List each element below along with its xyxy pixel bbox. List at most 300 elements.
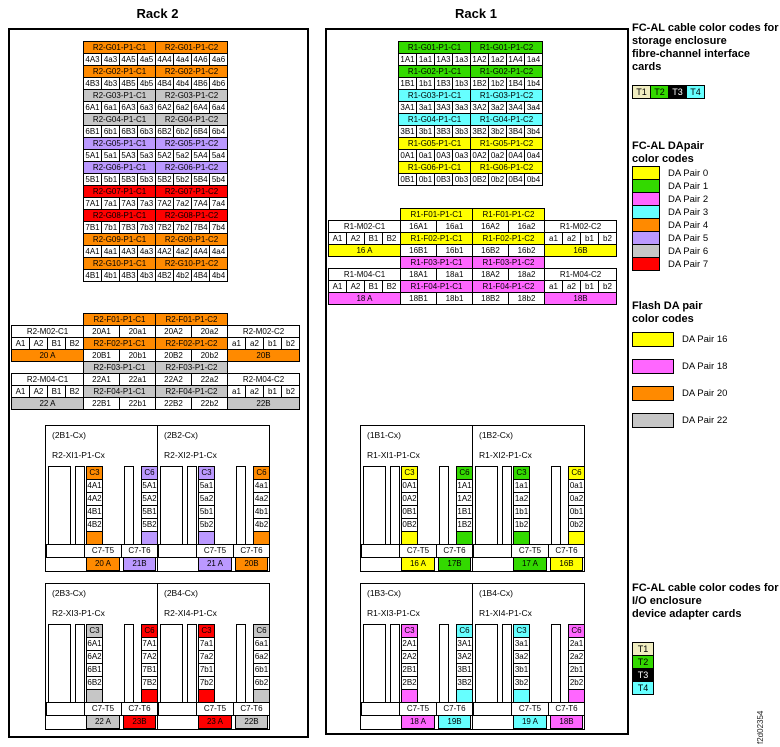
port-cell: 6a2 xyxy=(253,650,270,664)
port-cell: 4a1 xyxy=(101,245,120,258)
io-enclosure-block xyxy=(472,583,585,730)
port-cell: 6b2 xyxy=(173,125,192,138)
port-cell: 1A1 xyxy=(456,479,473,493)
port-cell: 4A3 xyxy=(119,245,138,258)
mainframe-card-label: R2-M02-C1 xyxy=(11,325,84,338)
empty-slot xyxy=(502,624,512,703)
group-header: R1-G03-P1-C1 xyxy=(398,89,471,102)
port-cell: B1 xyxy=(47,385,66,398)
color-swatch xyxy=(632,244,660,258)
port-cell: 5A1 xyxy=(141,479,158,493)
mainframe-card-label: R1-M02-C2 xyxy=(544,220,617,233)
port-cell: a1 xyxy=(227,337,246,350)
flash-items xyxy=(632,332,727,428)
footer-empty xyxy=(361,702,400,716)
t5-label: C7-T5 xyxy=(84,702,122,716)
group-header: R2-G04-P1-C1 xyxy=(83,113,156,126)
legend-label: DA Pair 1 xyxy=(668,180,709,192)
c3-header: C3 xyxy=(86,624,103,638)
port-cell: 4a6 xyxy=(209,53,228,66)
group-header: R1-G03-P1-C2 xyxy=(470,89,543,102)
adapter-name: R2-XI3-P1-Cx xyxy=(52,608,105,618)
io-enclosure-block xyxy=(472,425,585,572)
legend-item xyxy=(632,218,708,232)
port-cell: 5B1 xyxy=(83,173,102,186)
port-cell: 0A1 xyxy=(401,479,418,493)
color-swatch xyxy=(632,166,660,180)
empty-slot xyxy=(390,466,400,545)
group-header: R1-G05-P1-C1 xyxy=(398,137,471,150)
port-cell: A1 xyxy=(11,337,30,350)
port-cell: 3A1 xyxy=(398,101,417,114)
f-header: R2-F01-P1-C1 xyxy=(83,313,156,326)
f-header: R1-F04-P1-C2 xyxy=(472,280,545,293)
empty-slot xyxy=(439,466,449,545)
empty-slot xyxy=(75,624,85,703)
legend-item xyxy=(632,332,727,347)
port-cell: a1 xyxy=(544,280,563,293)
legend-title-line: FC-AL cable color codes for xyxy=(632,22,779,34)
adapter-name: R1-XI2-P1-Cx xyxy=(479,450,532,460)
port-cell: 3b1 xyxy=(416,125,435,138)
t6-label: C7-T6 xyxy=(121,544,158,558)
port-cell: 18a2 xyxy=(508,268,545,281)
port-cell: 6A2 xyxy=(155,101,174,114)
port-cell: 5B1 xyxy=(141,505,158,519)
port-cell: B1 xyxy=(364,280,383,293)
port-cell: 7b3 xyxy=(137,221,156,234)
port-cell: 4b5 xyxy=(137,77,156,90)
t6-da-pair: 20B xyxy=(235,557,268,571)
port-cell: 5b2 xyxy=(173,173,192,186)
legend-item xyxy=(632,257,708,271)
port-cell: 5B2 xyxy=(141,518,158,532)
legend-panel xyxy=(632,22,780,724)
legend-item xyxy=(632,231,708,245)
port-cell: b2 xyxy=(598,280,617,293)
port-cell: 5a1 xyxy=(198,479,215,493)
port-cell: 0b1 xyxy=(416,173,435,186)
port-cell: 20B1 xyxy=(83,349,120,362)
port-cell: 0B3 xyxy=(434,173,453,186)
port-cell: 6A4 xyxy=(191,101,210,114)
port-cell: 0A2 xyxy=(401,492,418,506)
port-cell: 5A3 xyxy=(119,149,138,162)
port-cell: 0a1 xyxy=(568,479,585,493)
legend-item xyxy=(632,359,727,374)
enclosure-tag: (2B1-Cx) xyxy=(52,430,87,440)
io-t-codes xyxy=(632,642,654,695)
port-cell: 5a1 xyxy=(101,149,120,162)
adapter-name: R2-XI4-P1-Cx xyxy=(164,608,217,618)
t-code-swatch: T2 xyxy=(650,85,669,99)
mainframe-card-label: R2-M02-C2 xyxy=(227,325,300,338)
f-header: R2-F02-P1-C2 xyxy=(155,337,228,350)
port-cell: 4b1 xyxy=(253,505,270,519)
empty-slot xyxy=(475,624,498,703)
empty-slot xyxy=(124,624,134,703)
port-cell: 4a2 xyxy=(253,492,270,506)
group-header: R2-G09-P1-C2 xyxy=(155,233,228,246)
port-cell: 0a2 xyxy=(488,149,507,162)
group-header: R1-G02-P1-C1 xyxy=(398,65,471,78)
port-cell: 5b4 xyxy=(209,173,228,186)
flash-mainframe-block xyxy=(328,208,617,305)
footer-empty xyxy=(473,702,512,716)
t6-label: C7-T6 xyxy=(548,702,585,716)
da-pair-label: 20 A xyxy=(11,349,84,362)
port-cell: 20a2 xyxy=(191,325,228,338)
port-cell: 0B2 xyxy=(470,173,489,186)
port-cell: A1 xyxy=(11,385,30,398)
port-cell: 5b2 xyxy=(198,518,215,532)
port-cell: B2 xyxy=(382,232,401,245)
port-cell: 3b2 xyxy=(513,676,530,690)
t5-label: C7-T5 xyxy=(399,544,437,558)
da-pair-label: 16B xyxy=(544,244,617,257)
port-cell: b1 xyxy=(580,232,599,245)
color-swatch xyxy=(632,359,674,374)
port-cell: 0b2 xyxy=(488,173,507,186)
empty-slot xyxy=(551,624,561,703)
port-cell: 5a2 xyxy=(173,149,192,162)
port-cell: 4A2 xyxy=(155,245,174,258)
port-cell: 3A1 xyxy=(456,637,473,651)
port-cell: B2 xyxy=(65,385,84,398)
t5-label: C7-T5 xyxy=(84,544,122,558)
t-code-swatch: T4 xyxy=(686,85,705,99)
empty-slot xyxy=(187,624,197,703)
port-cell: 1b2 xyxy=(513,518,530,532)
port-cell: 1B2 xyxy=(456,518,473,532)
port-cell: 1B1 xyxy=(398,77,417,90)
da-pair-label: 22 A xyxy=(11,397,84,410)
group-port-row xyxy=(398,173,543,186)
port-cell: 7B2 xyxy=(141,676,158,690)
port-cell: 2B1 xyxy=(401,663,418,677)
da-pair-label: 18B xyxy=(544,292,617,305)
port-cell: b1 xyxy=(263,385,282,398)
c3-color-stub xyxy=(198,531,215,545)
t-code-swatch: T1 xyxy=(632,85,651,99)
port-cell: 1b1 xyxy=(416,77,435,90)
port-cell: 7B2 xyxy=(155,221,174,234)
legend-label: DA Pair 0 xyxy=(668,167,709,179)
group-header: R2-G06-P1-C2 xyxy=(155,161,228,174)
t5-da-pair: 17 A xyxy=(513,557,547,571)
f-header: R2-F02-P1-C1 xyxy=(83,337,156,350)
empty-slot xyxy=(439,624,449,703)
port-cell: 6b4 xyxy=(209,125,228,138)
rack2-title: Rack 2 xyxy=(136,6,179,21)
port-cell: 7b4 xyxy=(209,221,228,234)
legend-label: DA Pair 18 xyxy=(682,361,728,372)
port-cell: 4B4 xyxy=(191,269,210,282)
empty-slot xyxy=(48,624,71,703)
port-cell: 16B2 xyxy=(472,244,509,257)
group-header: R2-G04-P1-C2 xyxy=(155,113,228,126)
c3-color-stub xyxy=(401,689,418,703)
port-cell: 18B1 xyxy=(400,292,437,305)
port-cell: 6B1 xyxy=(83,125,102,138)
c6-header: C6 xyxy=(456,624,473,638)
storage-t-codes xyxy=(632,85,705,99)
port-cell: 16a1 xyxy=(436,220,473,233)
c3-header: C3 xyxy=(401,466,418,480)
port-cell: 0B1 xyxy=(401,505,418,519)
port-cell: 0b2 xyxy=(568,518,585,532)
port-cell: 5A1 xyxy=(83,149,102,162)
legend-label: DA Pair 7 xyxy=(668,258,709,270)
port-cell: 6b3 xyxy=(137,125,156,138)
port-cell: 3a2 xyxy=(513,650,530,664)
legend-label: DA Pair 16 xyxy=(682,334,728,345)
port-cell: 7B1 xyxy=(83,221,102,234)
port-cell: 0b3 xyxy=(452,173,471,186)
port-cell: 0b1 xyxy=(568,505,585,519)
port-cell: 6b1 xyxy=(101,125,120,138)
legend-label: DA Pair 3 xyxy=(668,206,709,218)
legend-title-line: storage enclosure xyxy=(632,35,727,47)
port-cell: 3B1 xyxy=(456,663,473,677)
t6-da-pair: 22B xyxy=(235,715,268,729)
port-cell: 3B1 xyxy=(398,125,417,138)
t5-label: C7-T5 xyxy=(511,544,549,558)
port-cell: 7b1 xyxy=(101,221,120,234)
io-legend-title xyxy=(632,582,779,621)
port-cell: 6a3 xyxy=(137,101,156,114)
port-cell: 5A4 xyxy=(191,149,210,162)
port-cell: 1a3 xyxy=(452,53,471,66)
port-cell: 6B1 xyxy=(86,663,103,677)
port-cell: 6a2 xyxy=(173,101,192,114)
port-cell: 16a2 xyxy=(508,220,545,233)
t5-label: C7-T5 xyxy=(196,702,234,716)
port-cell: 22b1 xyxy=(119,397,156,410)
legend-label: DA Pair 4 xyxy=(668,219,709,231)
port-group-table xyxy=(83,41,228,282)
port-cell: 1B4 xyxy=(506,77,525,90)
port-cell: 4A2 xyxy=(86,492,103,506)
port-cell: A1 xyxy=(328,232,347,245)
port-cell: 4B6 xyxy=(191,77,210,90)
mainframe-card-label: R2-M04-C2 xyxy=(227,373,300,386)
port-cell: 3a1 xyxy=(513,637,530,651)
dapair-legend-title xyxy=(632,140,704,166)
rack1-frame xyxy=(325,28,629,735)
legend-title-line: fibre-channel interface cards xyxy=(632,48,750,73)
port-cell: 4A5 xyxy=(119,53,138,66)
footer-empty xyxy=(473,544,512,558)
empty-slot xyxy=(236,624,246,703)
port-cell: 6b1 xyxy=(253,663,270,677)
port-cell: 22a1 xyxy=(119,373,156,386)
legend-title-line: Flash DA pair xyxy=(632,300,703,312)
port-cell: a1 xyxy=(227,385,246,398)
legend-item xyxy=(632,179,708,193)
empty-slot xyxy=(551,466,561,545)
f-header: R2-F03-P1-C1 xyxy=(83,361,156,374)
t5-da-pair: 20 A xyxy=(86,557,120,571)
group-header: R2-G07-P1-C2 xyxy=(155,185,228,198)
empty-slot xyxy=(160,624,183,703)
port-cell: 1A4 xyxy=(506,53,525,66)
port-cell: 5a4 xyxy=(209,149,228,162)
port-cell: 22B2 xyxy=(155,397,192,410)
port-cell: 20a1 xyxy=(119,325,156,338)
t6-da-pair: 23B xyxy=(123,715,156,729)
port-cell: 3b4 xyxy=(524,125,543,138)
legend-item xyxy=(632,192,708,206)
io-enclosure-block xyxy=(360,425,473,572)
flash-legend-title xyxy=(632,300,703,326)
t-code-swatch: T4 xyxy=(632,681,654,695)
c6-header: C6 xyxy=(568,624,585,638)
port-cell: 20A2 xyxy=(155,325,192,338)
port-cell: 0a2 xyxy=(568,492,585,506)
port-cell: 3A4 xyxy=(506,101,525,114)
group-header: R2-G05-P1-C1 xyxy=(83,137,156,150)
port-cell: 0a3 xyxy=(452,149,471,162)
empty-slot xyxy=(187,466,197,545)
port-cell: 1B1 xyxy=(456,505,473,519)
group-header: R1-G06-P1-C1 xyxy=(398,161,471,174)
port-cell: 5b3 xyxy=(137,173,156,186)
port-cell: 7A1 xyxy=(141,637,158,651)
port-cell: 6a4 xyxy=(209,101,228,114)
port-cell: 2B2 xyxy=(401,676,418,690)
rack1-title: Rack 1 xyxy=(455,6,497,21)
rack2-frame xyxy=(8,28,309,738)
group-port-row xyxy=(83,269,228,282)
port-cell: 1a2 xyxy=(513,492,530,506)
t6-da-pair: 19B xyxy=(438,715,471,729)
group-header: R1-G06-P1-C2 xyxy=(470,161,543,174)
group-header: R2-G08-P1-C1 xyxy=(83,209,156,222)
port-cell: 4A4 xyxy=(191,245,210,258)
port-cell: 18a1 xyxy=(436,268,473,281)
port-cell: 4A1 xyxy=(86,479,103,493)
port-cell: 0A2 xyxy=(470,149,489,162)
io-enclosure-block xyxy=(157,425,270,572)
port-cell: 0a4 xyxy=(524,149,543,162)
port-cell: 1b4 xyxy=(524,77,543,90)
enclosure-tag: (1B3-Cx) xyxy=(367,588,402,598)
port-cell: 5b1 xyxy=(101,173,120,186)
port-cell: 7a4 xyxy=(209,197,228,210)
t-code-swatch: T3 xyxy=(632,668,654,682)
f-header: R2-F01-P1-C2 xyxy=(155,313,228,326)
t6-label: C7-T6 xyxy=(233,702,270,716)
legend-title-line: device adapter cards xyxy=(632,608,742,620)
port-cell: 4B1 xyxy=(83,269,102,282)
port-cell: 1B2 xyxy=(470,77,489,90)
port-cell: 3B2 xyxy=(470,125,489,138)
c6-color-stub xyxy=(253,689,270,703)
t6-da-pair: 18B xyxy=(550,715,583,729)
t6-label: C7-T6 xyxy=(436,702,473,716)
t5-label: C7-T5 xyxy=(196,544,234,558)
port-cell: 5A2 xyxy=(141,492,158,506)
port-cell: 4A4 xyxy=(155,53,174,66)
port-cell: 7A3 xyxy=(119,197,138,210)
port-cell: a2 xyxy=(245,337,264,350)
adapter-name: R1-XI4-P1-Cx xyxy=(479,608,532,618)
port-cell: 0a1 xyxy=(416,149,435,162)
c3-color-stub xyxy=(86,531,103,545)
figure-id: f2d02354 xyxy=(756,710,765,744)
port-cell: 4B5 xyxy=(119,77,138,90)
c6-header: C6 xyxy=(253,624,270,638)
port-cell: 20B2 xyxy=(155,349,192,362)
empty-slot xyxy=(124,466,134,545)
port-cell: 2b1 xyxy=(568,663,585,677)
port-cell: 3b2 xyxy=(488,125,507,138)
legend-label: DA Pair 6 xyxy=(668,245,709,257)
port-cell: 6A1 xyxy=(86,637,103,651)
t5-da-pair: 18 A xyxy=(401,715,435,729)
port-cell: 1B3 xyxy=(434,77,453,90)
c6-color-stub xyxy=(141,689,158,703)
port-cell: 4A3 xyxy=(83,53,102,66)
port-cell: 3a1 xyxy=(416,101,435,114)
port-cell: 5A2 xyxy=(155,149,174,162)
t6-da-pair: 21B xyxy=(123,557,156,571)
port-cell: 6A2 xyxy=(86,650,103,664)
legend-label: DA Pair 22 xyxy=(682,415,728,426)
port-cell: B2 xyxy=(382,280,401,293)
port-cell: 6B4 xyxy=(191,125,210,138)
port-cell: 7B1 xyxy=(141,663,158,677)
t5-da-pair: 23 A xyxy=(198,715,232,729)
f-header: R1-F04-P1-C1 xyxy=(400,280,473,293)
legend-label: DA Pair 2 xyxy=(668,193,709,205)
enclosure-tag: (2B4-Cx) xyxy=(164,588,199,598)
port-cell: 18B2 xyxy=(472,292,509,305)
enclosure-tag: (1B1-Cx) xyxy=(367,430,402,440)
color-swatch xyxy=(632,231,660,245)
f-header: R1-F02-P1-C2 xyxy=(472,232,545,245)
port-cell: a2 xyxy=(562,280,581,293)
port-cell: 6A1 xyxy=(83,101,102,114)
port-cell: 18b1 xyxy=(436,292,473,305)
port-cell: 5a2 xyxy=(198,492,215,506)
color-swatch xyxy=(632,413,674,428)
port-cell: b1 xyxy=(580,280,599,293)
port-cell: 4B2 xyxy=(155,269,174,282)
empty-slot xyxy=(160,466,183,545)
legend-item xyxy=(632,386,727,401)
group-header: R2-G06-P1-C1 xyxy=(83,161,156,174)
t-code-swatch: T3 xyxy=(668,85,687,99)
c6-color-stub xyxy=(568,531,585,545)
c3-header: C3 xyxy=(86,466,103,480)
da-pair-label: 16 A xyxy=(328,244,401,257)
port-cell: 3a2 xyxy=(488,101,507,114)
port-cell: 3B2 xyxy=(456,676,473,690)
enclosure-tag: (2B3-Cx) xyxy=(52,588,87,598)
port-cell: 22a2 xyxy=(191,373,228,386)
port-cell: 1a1 xyxy=(416,53,435,66)
port-cell: 16b2 xyxy=(508,244,545,257)
port-cell: 4a5 xyxy=(137,53,156,66)
port-cell: B2 xyxy=(65,337,84,350)
port-group-table xyxy=(398,41,543,186)
color-swatch xyxy=(632,192,660,206)
group-header: R2-G02-P1-C1 xyxy=(83,65,156,78)
t5-da-pair: 16 A xyxy=(401,557,435,571)
c3-color-stub xyxy=(401,531,418,545)
